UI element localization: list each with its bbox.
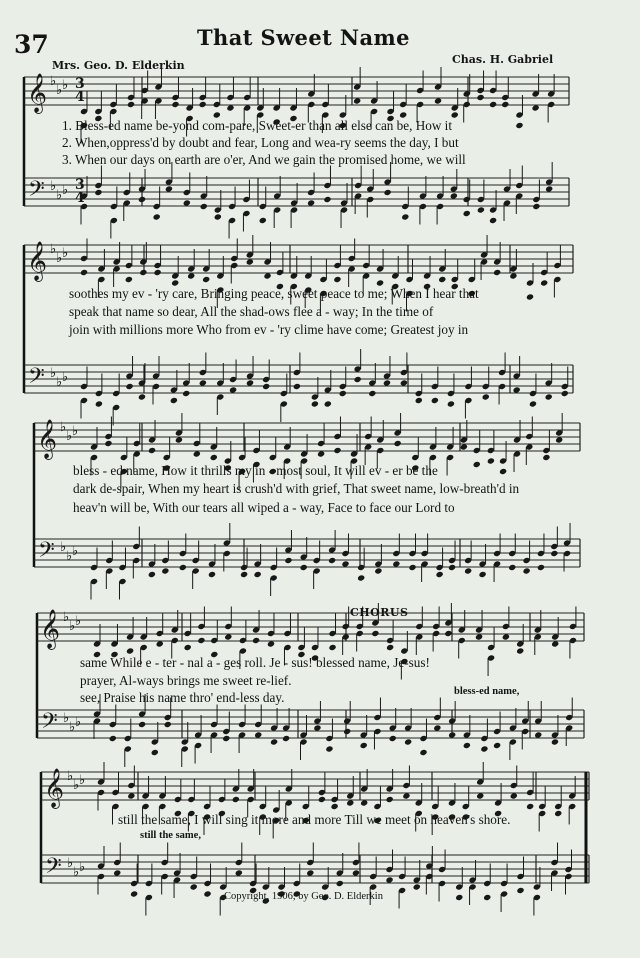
system-3-bass-note xyxy=(300,564,308,571)
system-4-key-signature: ♭ xyxy=(63,610,70,625)
system-3-bass-note xyxy=(284,557,292,564)
system-5-treble-note xyxy=(318,796,326,803)
system-3-treble-note xyxy=(487,457,495,464)
system-3-key-signature: ♭ xyxy=(66,429,73,444)
system-4-treble-note xyxy=(126,647,134,654)
system-2-bass-note xyxy=(339,390,347,397)
system-1-treble-clef: 𝄞 xyxy=(27,73,48,113)
system-3-bass-note xyxy=(357,574,365,581)
system-5-bass-note xyxy=(455,894,463,901)
system-5-bass-note xyxy=(336,880,344,887)
time-signature-digit: 4 xyxy=(75,89,85,105)
system-5-key-signature: ♭ xyxy=(67,769,74,784)
system-1-bass-note xyxy=(489,217,497,224)
lyric-s4-v2: prayer, Al-ways brings me sweet re-lief. xyxy=(80,673,292,688)
system-5-treble-note xyxy=(526,803,534,810)
system-3-bass-note xyxy=(408,564,416,571)
system-2-treble-note xyxy=(438,276,446,283)
author-credit: Mrs. Geo. D. Elderkin xyxy=(52,59,185,72)
system-1-treble-note xyxy=(476,94,484,101)
system-4-bass-note xyxy=(463,742,471,749)
system-5-treble-clef: 𝄞 xyxy=(44,768,65,808)
system-1-bass-note xyxy=(477,206,485,213)
system-1-bass-note xyxy=(200,203,208,210)
system-3-bass-note xyxy=(550,550,558,557)
lyric-s4-v3: see, Praise his name thro' end-less day. xyxy=(80,690,285,705)
system-3-bass-note xyxy=(328,557,336,564)
system-1-bass-note xyxy=(138,196,146,203)
system-2-treble-note xyxy=(493,269,501,276)
system-2-treble-note xyxy=(80,269,88,276)
system-2-key-signature: ♭ xyxy=(56,375,63,390)
copyright-notice: Copyright, 1906, by Geo. D. Elderkin xyxy=(224,891,383,902)
system-2-bass-note xyxy=(561,390,569,397)
system-4-key-signature: ♭ xyxy=(69,720,76,735)
system-1-key-signature: ♭ xyxy=(62,183,69,198)
system-1-bass-note xyxy=(463,210,471,217)
system-4-bass-note xyxy=(343,728,351,735)
system-4-bass-note xyxy=(138,721,146,728)
system-2-treble-clef: 𝄞 xyxy=(27,241,48,281)
system-2-key-signature: ♭ xyxy=(50,242,57,257)
system-4-treble-note xyxy=(184,644,192,651)
system-1-key-signature: ♭ xyxy=(50,74,57,89)
system-4-bass-clef: 𝄢 xyxy=(41,709,58,739)
system-2-bass-note xyxy=(431,397,439,404)
lyric-s3-v3: heav'n will be, With our tears all wiped a - way, Face to face our Lord to xyxy=(73,500,455,515)
system-2-bass-note xyxy=(293,383,301,390)
system-2-bass-note xyxy=(415,397,423,404)
system-3-bass-note xyxy=(148,571,156,578)
system-4-key-signature: ♭ xyxy=(63,711,70,726)
system-5-key-signature: ♭ xyxy=(73,778,80,793)
system-1-key-signature: ♭ xyxy=(62,78,69,93)
system-1-treble-note xyxy=(515,122,523,129)
system-3-bass-note xyxy=(240,571,248,578)
lyric-s3-v1: bless - ed name, How it thrills my in - most soul, It will ev - er be the xyxy=(73,463,438,478)
system-3-bass-note xyxy=(448,564,456,571)
system-3-key-signature: ♭ xyxy=(66,549,73,564)
system-4-bass-note xyxy=(109,735,117,742)
system-3-key-signature: ♭ xyxy=(72,544,79,559)
lyric-s1-v1: 1. Bless-ed name be-yond com-pare, Sweet-er than all else can be, How it xyxy=(62,118,452,133)
system-1-key-signature: ♭ xyxy=(50,179,57,194)
system-5-key-signature: ♭ xyxy=(79,860,86,875)
system-2-bass-note xyxy=(95,400,103,407)
system-1-bass-clef: 𝄢 xyxy=(28,177,45,207)
system-3-bass-note xyxy=(478,571,486,578)
system-3-bass-note xyxy=(179,564,187,571)
system-5-bass-note xyxy=(190,883,198,890)
system-3-bass-note xyxy=(374,567,382,574)
system-1-bass-note xyxy=(153,213,161,220)
lyric-s2-v2: speak that name so dear, All the shad-ows flee a - way; In the time of xyxy=(69,304,434,319)
lyric-s1-v2: 2. When,oppress'd by doubt and fear, Long and wea-ry seems the day, I but xyxy=(62,135,459,150)
system-4-treble-clef: 𝄞 xyxy=(40,609,61,649)
system-1-treble-note xyxy=(171,101,179,108)
system-4-bass-note xyxy=(480,745,488,752)
system-2-key-signature: ♭ xyxy=(62,370,69,385)
lyric-s2-v3: join with millions more Who from ev - 'ry clime have come; Greatest joy in xyxy=(69,322,469,337)
system-3-treble-note xyxy=(104,440,112,447)
system-4-bass-note xyxy=(222,735,230,742)
system-5-key-signature: ♭ xyxy=(79,773,86,788)
system-3-bass-note xyxy=(464,567,472,574)
system-4-bass-note xyxy=(282,735,290,742)
system-4-key-signature: ♭ xyxy=(75,715,82,730)
system-3-treble-note xyxy=(542,454,550,461)
system-3-treble-note xyxy=(473,461,481,468)
system-4-key-signature: ♭ xyxy=(69,619,76,634)
system-5-bass-note xyxy=(203,890,211,897)
system-3-key-signature: ♭ xyxy=(72,424,79,439)
system-2-treble-note xyxy=(153,269,161,276)
system-5-bass-note xyxy=(413,883,421,890)
system-1-bass-note xyxy=(401,213,409,220)
hymn-title: That Sweet Name xyxy=(197,25,410,50)
system-2-bass-note xyxy=(170,397,178,404)
system-1-bass-note xyxy=(323,196,331,203)
system-1-bass-note xyxy=(259,217,267,224)
system-4-treble-note xyxy=(328,644,336,651)
time-signature-digit: 3 xyxy=(75,76,85,92)
system-5-bass-note xyxy=(130,890,138,897)
system-4-treble-note xyxy=(444,630,452,637)
system-2-treble-note xyxy=(125,276,133,283)
system-2-treble-note xyxy=(202,276,210,283)
lyric-s5-v1: still the same, I will sing it more and more Till we meet on heaven's shore. xyxy=(118,812,511,827)
system-3-treble-note xyxy=(499,468,507,475)
system-1-bass-note xyxy=(384,189,392,196)
system-4-bass-note xyxy=(325,745,333,752)
lyric-s2-v1: soothes my ev - 'ry care, Bringing peace, sweet peace to me; When I hear that xyxy=(69,286,479,301)
system-3-treble-note xyxy=(210,454,218,461)
system-1-key-signature: ♭ xyxy=(56,188,63,203)
system-2-bass-note xyxy=(182,390,190,397)
system-3-bass-note xyxy=(508,564,516,571)
system-4-bass-note xyxy=(493,742,501,749)
system-1-treble-note xyxy=(127,101,135,108)
system-4-bass-note xyxy=(419,749,427,756)
lyric-s1-v3: 3. When our days on earth are o'er, And we gain the promised home, we will xyxy=(62,152,466,167)
system-3-key-signature: ♭ xyxy=(60,420,67,435)
system-2-bass-note xyxy=(545,393,553,400)
system-5-bass-note xyxy=(483,894,491,901)
system-1-bass-note xyxy=(532,203,540,210)
system-4-treble-note xyxy=(252,637,260,644)
system-3-bass-note xyxy=(254,571,262,578)
system-2-bass-note xyxy=(324,400,332,407)
system-5-treble-note xyxy=(554,810,562,817)
system-1-treble-note xyxy=(501,101,509,108)
system-4-treble-note xyxy=(197,637,205,644)
system-2-treble-note xyxy=(139,269,147,276)
system-4-bass-note xyxy=(404,738,412,745)
system-3-bass-note xyxy=(435,571,443,578)
system-4-bass-note xyxy=(151,749,159,756)
system-2-treble-note xyxy=(526,293,534,300)
system-5-bass-note xyxy=(516,887,524,894)
system-2-key-signature: ♭ xyxy=(50,366,57,381)
system-2-bass-note xyxy=(447,400,455,407)
system-2-key-signature: ♭ xyxy=(56,251,63,266)
time-signature-digit: 4 xyxy=(75,190,85,206)
bass-lyric-s5: still the same, xyxy=(140,830,201,841)
system-1-key-signature: ♭ xyxy=(56,83,63,98)
system-3-bass-note xyxy=(537,564,545,571)
lyric-s4-v1: same While e - ter - nal a - ges roll. Je - sus! blessed name, Je-sus! xyxy=(80,655,430,670)
time-signature-digit: 3 xyxy=(75,177,85,193)
composer-credit: Chas. H. Gabriel xyxy=(452,53,554,66)
system-4-bass-note xyxy=(164,721,172,728)
chorus-label: CHORUS xyxy=(350,606,409,619)
system-1-treble-note xyxy=(199,101,207,108)
system-4-treble-note xyxy=(371,630,379,637)
system-2-bass-clef: 𝄢 xyxy=(28,364,45,394)
system-3-bass-note xyxy=(208,571,216,578)
system-2-key-signature: ♭ xyxy=(62,246,69,261)
system-3-treble-clef: 𝄞 xyxy=(37,419,58,459)
system-4-treble-note xyxy=(386,644,394,651)
system-4-bass-note xyxy=(551,738,559,745)
system-2-bass-note xyxy=(311,400,319,407)
system-2-bass-note xyxy=(482,393,490,400)
system-4-bass-note xyxy=(360,742,368,749)
system-5-key-signature: ♭ xyxy=(73,865,80,880)
system-2-bass-note xyxy=(262,383,270,390)
system-3-treble-note xyxy=(394,440,402,447)
system-3-bass-note xyxy=(161,567,169,574)
hymn-number: 37 xyxy=(14,30,49,59)
system-4-bass-note xyxy=(270,738,278,745)
system-3-bass-clef: 𝄢 xyxy=(38,538,55,568)
system-5-treble-note xyxy=(386,796,394,803)
system-5-treble-note xyxy=(232,796,240,803)
system-2-bass-note xyxy=(368,390,376,397)
system-3-treble-note xyxy=(333,447,341,454)
system-1-treble-note xyxy=(489,101,497,108)
system-2-bass-note xyxy=(354,376,362,383)
lyric-s3-v2: dark de-spair, When my heart is crush'd with grief, That sweet name, low-breath'd in xyxy=(73,481,520,496)
system-2-bass-note xyxy=(529,400,537,407)
system-2-treble-note xyxy=(333,276,341,283)
system-3-key-signature: ♭ xyxy=(60,540,67,555)
system-3-bass-note xyxy=(523,567,531,574)
bass-lyric-s4: bless-ed name, xyxy=(454,686,520,697)
system-5-bass-clef: 𝄢 xyxy=(45,854,62,884)
system-1-bass-note xyxy=(94,189,102,196)
system-2-bass-note xyxy=(138,393,146,400)
system-2-bass-note xyxy=(125,383,133,390)
system-4-key-signature: ♭ xyxy=(75,614,82,629)
system-5-treble-note xyxy=(330,803,338,810)
system-4-treble-note xyxy=(516,647,524,654)
system-4-bass-note xyxy=(389,735,397,742)
system-2-treble-note xyxy=(540,279,548,286)
system-1-bass-note xyxy=(214,213,222,220)
system-5-key-signature: ♭ xyxy=(67,856,74,871)
system-3-treble-note xyxy=(148,447,156,454)
